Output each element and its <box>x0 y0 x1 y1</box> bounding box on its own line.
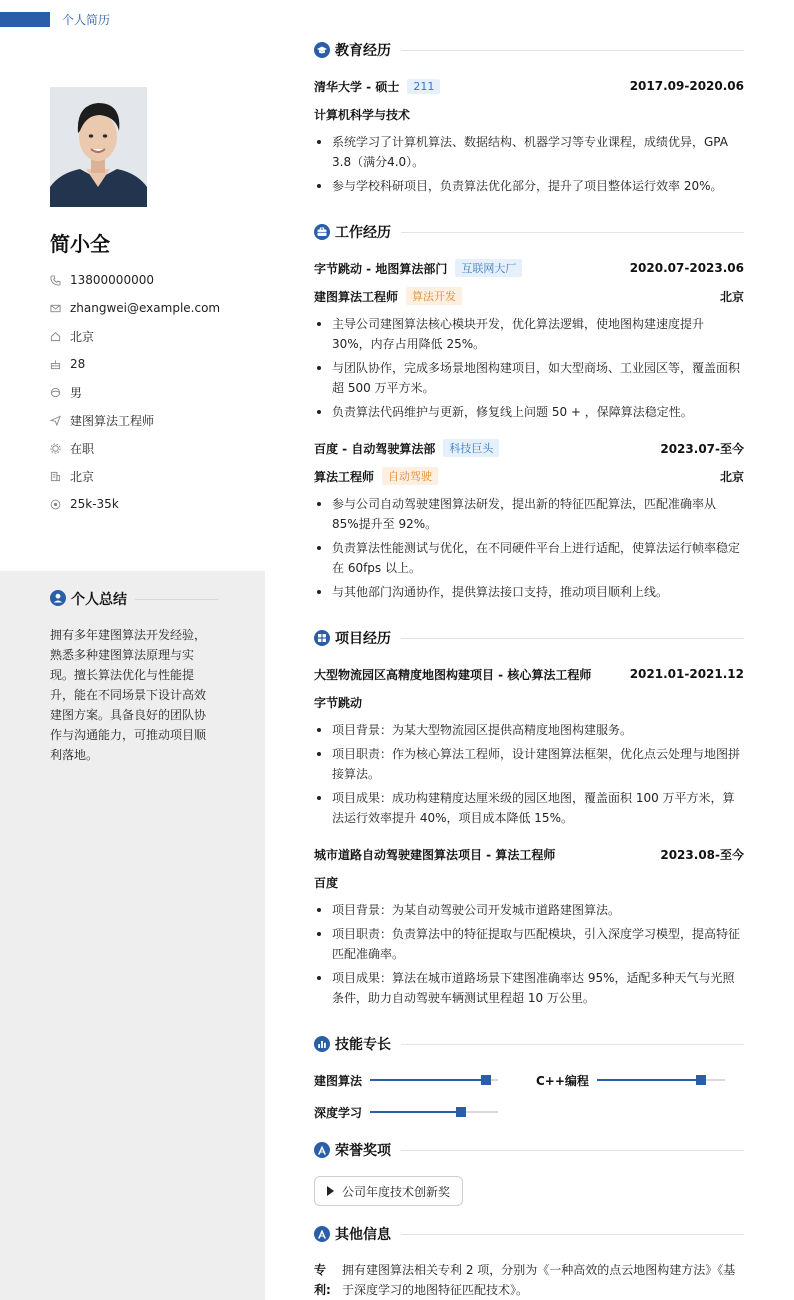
job-bullets <box>314 494 744 606</box>
honors-title: 荣誉奖项 <box>335 1143 391 1159</box>
info-city <box>50 462 250 490</box>
honors-heading <box>314 1140 744 1160</box>
divider <box>401 1150 744 1151</box>
contact-info <box>50 266 250 518</box>
phone-value: 13800000000 <box>70 273 154 287</box>
gender-value: 男 <box>70 385 83 400</box>
work-heading <box>314 222 744 242</box>
divider <box>401 638 744 639</box>
list-item: 参与公司自动驾驶建图算法研发，提出新的特征匹配算法，匹配准确率从 85%提升至 92%。 <box>314 494 744 534</box>
home-icon <box>50 331 70 342</box>
info-salary <box>50 490 250 518</box>
work-title: 工作经历 <box>335 225 391 241</box>
play-icon <box>327 1186 334 1196</box>
person-icon <box>50 590 66 609</box>
salary-value: 25k-35k <box>70 497 119 511</box>
list-item: 主导公司建图算法核心模块开发，优化算法逻辑，使地图构建速度提升 30%，内存占用降低 25%。 <box>314 314 744 354</box>
award-icon <box>314 1142 330 1158</box>
gender-icon <box>50 387 70 398</box>
company-tag: 科技巨头 <box>443 439 499 457</box>
job-city: 北京 <box>719 289 744 304</box>
project-company-row <box>314 872 744 892</box>
divider <box>401 232 744 233</box>
skill-fill <box>597 1079 701 1081</box>
award-chip[interactable] <box>314 1176 463 1206</box>
education-period: 2017.09-2020.06 <box>629 79 744 93</box>
project-company: 百度 <box>314 875 339 890</box>
info-hometown <box>50 322 250 350</box>
company-name: 百度 - 自动驾驶算法部 <box>314 441 436 456</box>
major: 计算机科学与技术 <box>314 107 411 122</box>
profile-photo <box>50 87 147 207</box>
avatar <box>50 87 147 207</box>
projects-heading <box>314 628 744 648</box>
skills-heading <box>314 1034 744 1054</box>
status-icon <box>50 443 70 454</box>
project-bullets <box>314 720 744 832</box>
send-icon <box>50 415 70 426</box>
city-value: 北京 <box>70 469 95 484</box>
school-tag: 211 <box>407 79 440 94</box>
job-city: 北京 <box>719 469 744 484</box>
skill-item <box>314 1070 498 1090</box>
skill-fill <box>370 1111 461 1113</box>
status-value: 在职 <box>70 441 95 456</box>
school-name: 清华大学 - 硕士 <box>314 79 400 94</box>
info-age <box>50 350 250 378</box>
bar-chart-icon <box>314 1036 330 1052</box>
brand-bar <box>0 12 50 27</box>
info-status <box>50 434 250 462</box>
patent-row <box>314 1260 744 1300</box>
award-label: 公司年度技术创新奖 <box>342 1184 451 1199</box>
project-company-row <box>314 692 744 712</box>
sidebar <box>0 0 265 1300</box>
skill-knob <box>696 1075 706 1085</box>
skill-item <box>314 1102 498 1122</box>
project-name: 大型物流园区高精度地图构建项目 - 核心算法工程师 <box>314 667 592 682</box>
divider <box>401 1234 744 1235</box>
job-bullets <box>314 314 744 426</box>
cake-icon <box>50 359 70 370</box>
role-row <box>314 286 744 306</box>
phone-icon <box>50 275 70 286</box>
patent-label: 专利: <box>314 1263 331 1297</box>
project-row <box>314 844 744 864</box>
other-heading <box>314 1224 744 1244</box>
skill-track <box>597 1079 725 1081</box>
job-row <box>314 258 744 278</box>
person-name: 简小全 <box>50 232 110 256</box>
mail-icon <box>50 303 70 314</box>
skill-track <box>370 1111 498 1113</box>
projects-title: 项目经历 <box>335 631 391 647</box>
list-item: 项目背景：为某自动驾驶公司开发城市道路建图算法。 <box>314 900 744 920</box>
building-icon <box>50 471 70 482</box>
list-item: 参与学校科研项目，负责算法优化部分，提升了项目整体运行效率 20%。 <box>314 176 744 196</box>
project-bullets <box>314 900 744 1012</box>
company-name: 字节跳动 - 地图算法部门 <box>314 261 448 276</box>
list-item: 项目成果：算法在城市道路场景下建图准确率达 95%，适配多种天气与光照条件，助力自动驾驶车辆测试里程超 10 万公里。 <box>314 968 744 1008</box>
role-row <box>314 466 744 486</box>
grid-icon <box>314 630 330 646</box>
patent-text: 拥有建图算法相关专利 2 项，分别为《一种高效的点云地图构建方法》《基于深度学习的地图特征匹配技术》。 <box>342 1263 736 1297</box>
summary-title: 个人总结 <box>71 592 127 608</box>
graduation-cap-icon <box>314 42 330 58</box>
education-bullets <box>314 132 744 200</box>
major-row <box>314 104 744 124</box>
role-name: 算法工程师 <box>314 469 375 484</box>
list-item: 负责算法代码维护与更新，修复线上问题 50 + ，保障算法稳定性。 <box>314 402 744 422</box>
list-item: 系统学习了计算机算法、数据结构、机器学习等专业课程，成绩优异，GPA 3.8（满分4.0）。 <box>314 132 744 172</box>
divider <box>135 599 218 600</box>
email-value: zhangwei@example.com <box>70 301 221 315</box>
info-gender <box>50 378 250 406</box>
skill-name: 建图算法 <box>314 1073 363 1088</box>
skills-title: 技能专长 <box>335 1037 391 1053</box>
skill-track <box>370 1079 498 1081</box>
job-period: 2023.07-至今 <box>660 441 744 456</box>
list-item: 与团队协作，完成多场景地图构建项目，如大型商场、工业园区等，覆盖面积超 500 万平方米。 <box>314 358 744 398</box>
list-item: 项目成果：成功构建精度达厘米级的园区地图，覆盖面积 100 万平方米，算法运行效率提升 40%，项目成本降低 15%。 <box>314 788 744 828</box>
project-row <box>314 664 744 684</box>
role-tag: 算法开发 <box>406 287 462 305</box>
project-period: 2021.01-2021.12 <box>629 667 744 681</box>
job-row <box>314 438 744 458</box>
divider <box>401 1044 744 1045</box>
education-heading <box>314 40 744 60</box>
company-tag: 互联网大厂 <box>455 259 522 277</box>
list-item: 负责算法性能测试与优化，在不同硬件平台上进行适配，使算法运行帧率稳定在 60fps 以上。 <box>314 538 744 578</box>
education-title: 教育经历 <box>335 43 391 59</box>
list-item: 项目职责：负责算法中的特征提取与匹配模块，引入深度学习模型，提高特征匹配准确率。 <box>314 924 744 964</box>
other-title: 其他信息 <box>335 1227 391 1243</box>
skill-name: C++编程 <box>536 1073 589 1088</box>
summary-text: 拥有多年建图算法开发经验，熟悉多种建图算法原理与实现。擅长算法优化与性能提升，能在不同场景下设计高效建图方案。具备良好的团队协作与沟通能力，可推动项目顺利落地。 <box>50 628 207 762</box>
info-phone <box>50 266 250 294</box>
list-item: 项目背景：为某大型物流园区提供高精度地图构建服务。 <box>314 720 744 740</box>
skill-knob <box>481 1075 491 1085</box>
position-value: 建图算法工程师 <box>70 413 155 428</box>
info-icon <box>314 1226 330 1242</box>
summary-heading <box>50 589 218 609</box>
job-period: 2020.07-2023.06 <box>629 261 744 275</box>
project-company: 字节跳动 <box>314 695 363 710</box>
info-email <box>50 294 250 322</box>
skill-fill <box>370 1079 486 1081</box>
divider <box>401 50 744 51</box>
project-name: 城市道路自动驾驶建图算法项目 - 算法工程师 <box>314 847 556 862</box>
list-item: 与其他部门沟通协作，提供算法接口支持，推动项目顺利上线。 <box>314 582 744 602</box>
age-value: 28 <box>70 357 86 371</box>
role-name: 建图算法工程师 <box>314 289 399 304</box>
role-tag: 自动驾驶 <box>382 467 438 485</box>
education-row <box>314 76 744 96</box>
skill-knob <box>456 1107 466 1117</box>
resume-label: 个人简历 <box>62 13 111 27</box>
briefcase-icon <box>314 224 330 240</box>
list-item: 项目职责：作为核心算法工程师，设计建图算法框架，优化点云处理与地图拼接算法。 <box>314 744 744 784</box>
project-period: 2023.08-至今 <box>660 847 744 862</box>
info-position <box>50 406 250 434</box>
skill-item <box>536 1070 725 1090</box>
skill-name: 深度学习 <box>314 1105 363 1120</box>
salary-icon <box>50 499 70 510</box>
hometown-value: 北京 <box>70 329 95 344</box>
